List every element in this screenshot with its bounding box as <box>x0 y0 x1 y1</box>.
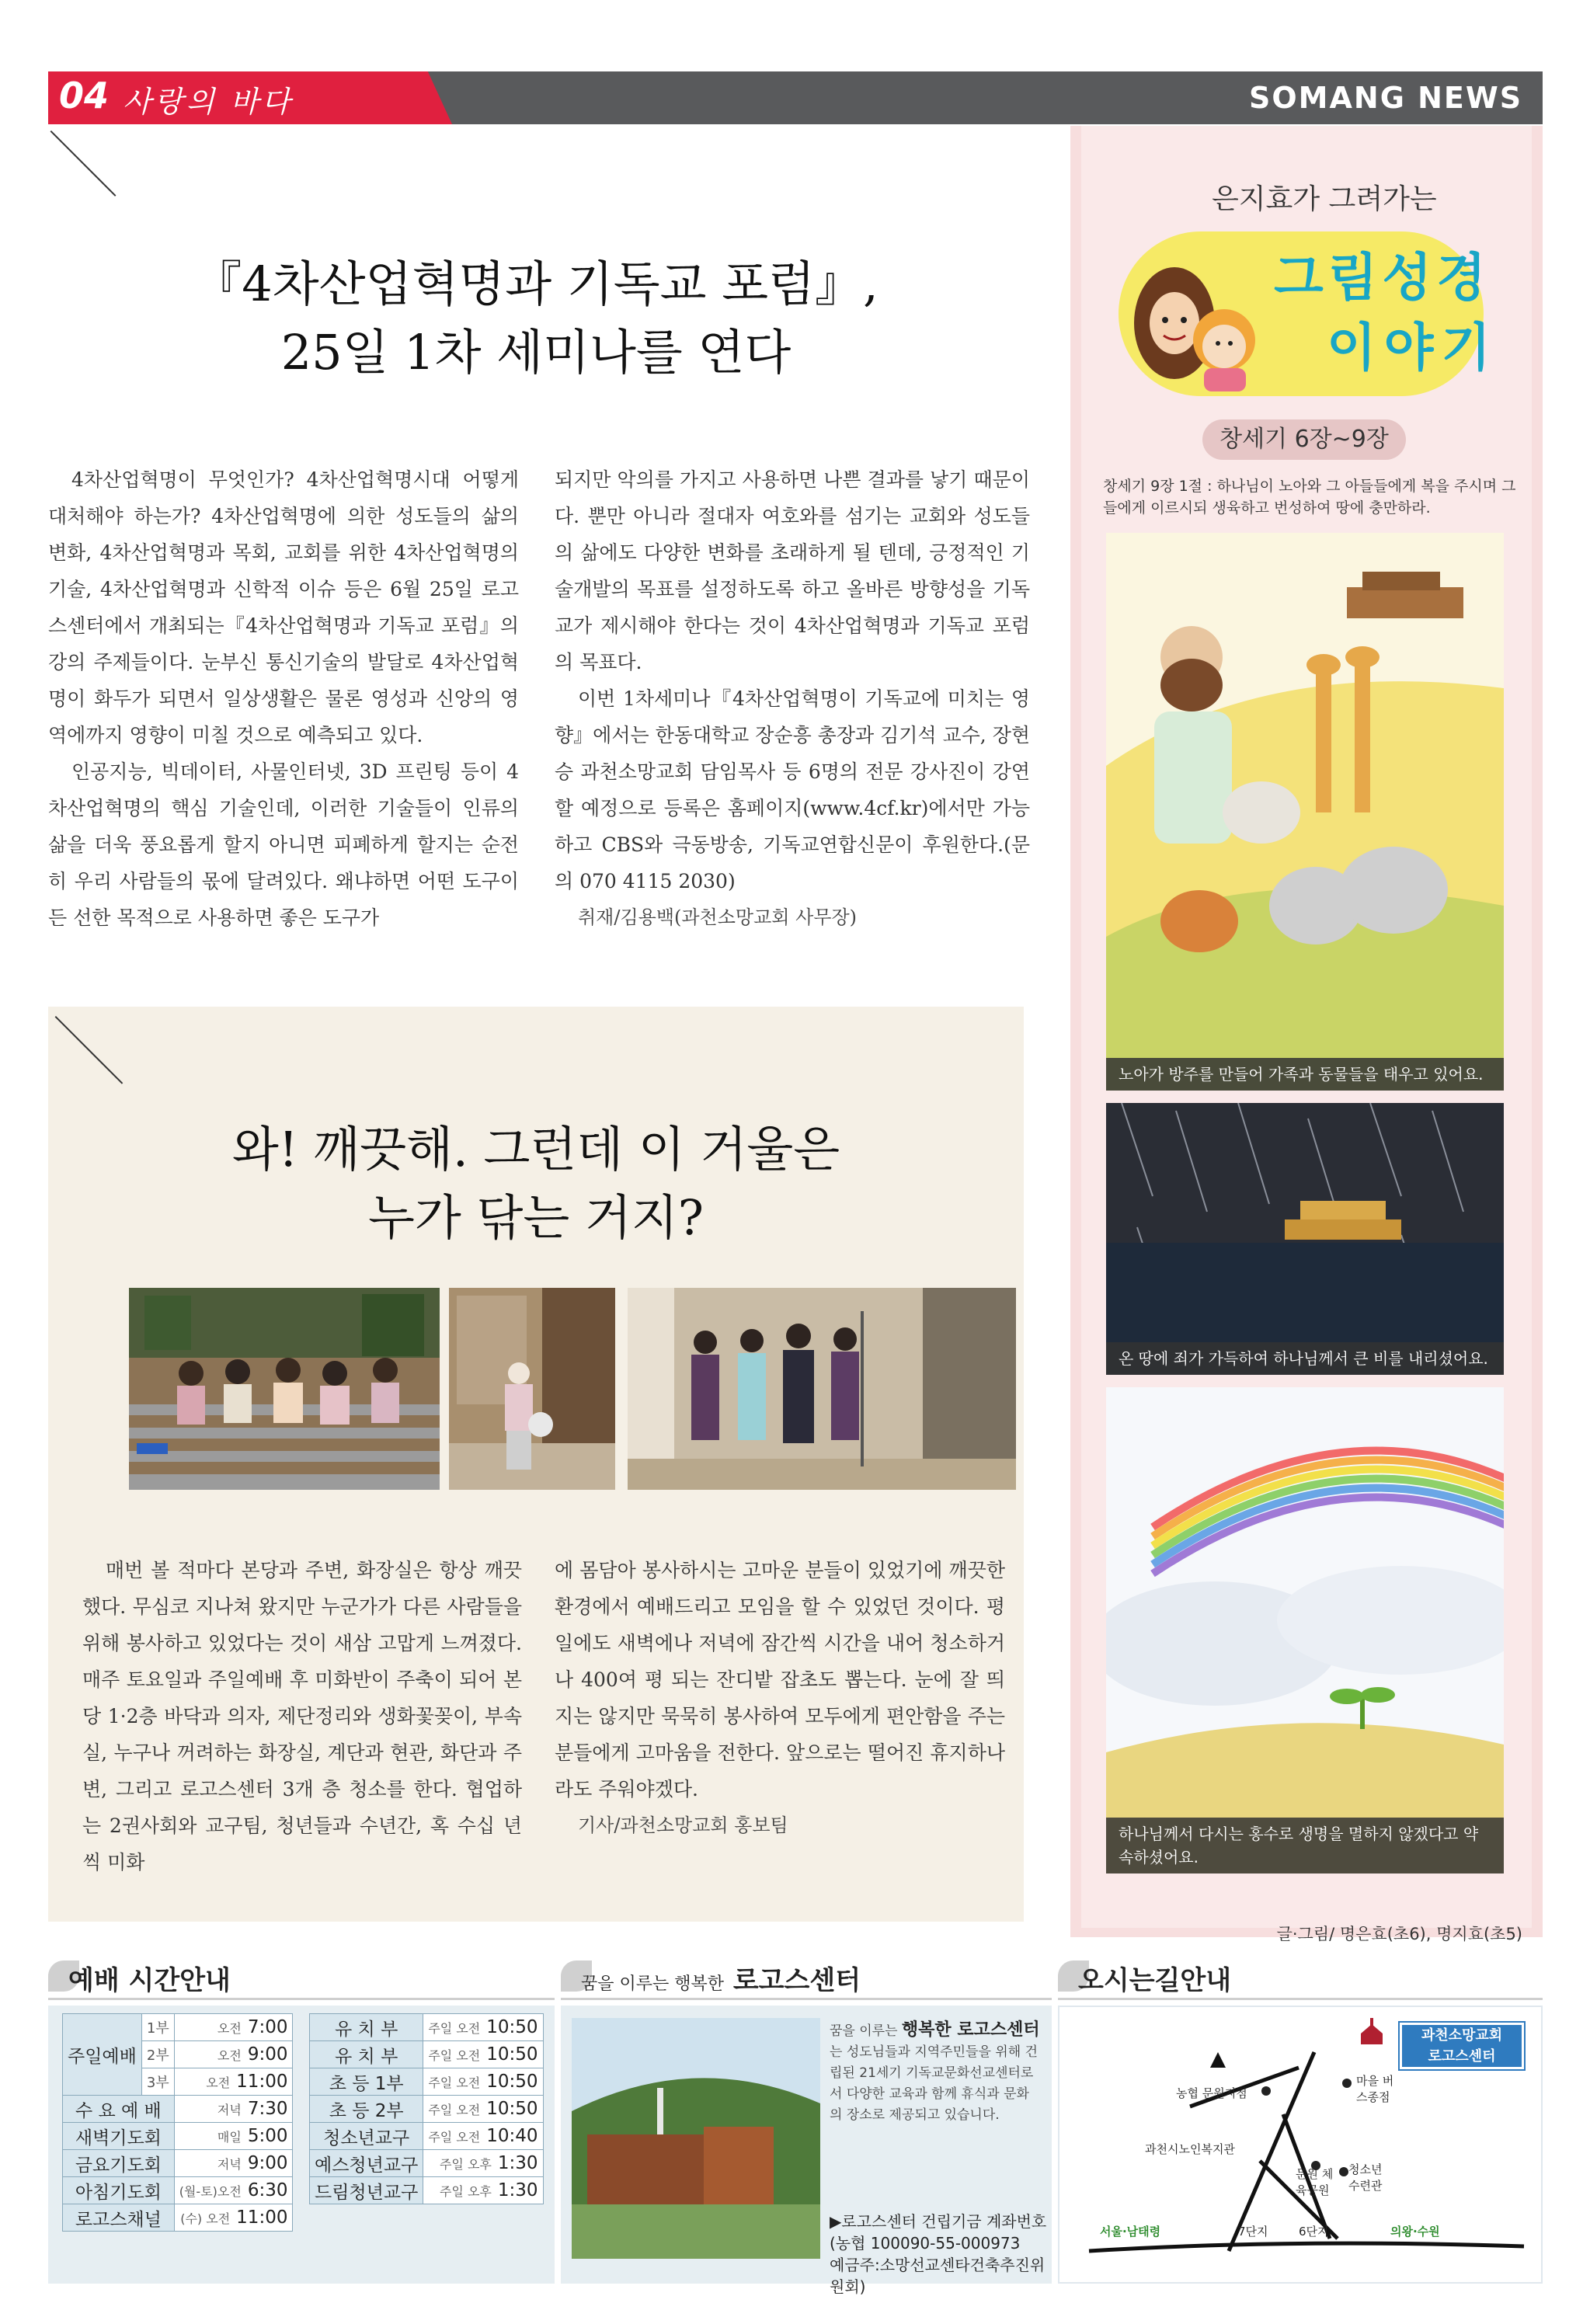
service-part: 3부 <box>141 2068 174 2096</box>
church-icon <box>1358 2018 1386 2046</box>
map-label-youth: 청소년 수련관 <box>1348 2162 1383 2193</box>
article1-column1 <box>48 461 519 936</box>
article1-byline: 취재/김용백(과천소망교회 사무장) <box>578 906 858 928</box>
service-name: 초 등 2부 <box>310 2096 423 2123</box>
article2-title-line1: 와! 깨끗해. 그런데 이 거울은 <box>231 1121 840 1178</box>
time-value: 10:50 <box>486 2044 538 2065</box>
logos-heading <box>581 1959 861 1997</box>
article1-column2 <box>555 461 1030 936</box>
divider <box>561 1998 1052 2000</box>
illustration-caption: 노아가 방주를 만들어 가족과 동물들을 태우고 있어요. <box>1106 1058 1504 1091</box>
article2-title <box>124 1115 948 1252</box>
volunteers-photo-stairs <box>129 1288 440 1490</box>
table-row <box>63 2014 293 2041</box>
time-value: 7:00 <box>247 2017 288 2037</box>
illustration-credit: 글·그림/ 명은효(초6), 명지효(초5) <box>1276 1925 1522 1943</box>
account-holder: 예금주:소망선교센타건축추진위원회) <box>830 2256 1046 2296</box>
decor-line <box>50 130 117 197</box>
service-name: 예스청년교구 <box>310 2150 423 2177</box>
service-time <box>174 2204 293 2232</box>
logos-intro-body: 는 성도님들과 지역주민들을 위해 건립된 21세기 기독교문화선교센터로서 다양한 교육과 함께 휴식과 문화의 장소로 제공되고 있습니다. <box>830 2044 1038 2123</box>
time-prefix: 주일 오후 <box>439 2184 492 2199</box>
map-label-sports: 문원 체육공원 <box>1296 2167 1334 2197</box>
time-value: 10:40 <box>486 2126 538 2146</box>
table-row <box>310 2150 544 2177</box>
time-prefix: 주일 오전 <box>428 2021 481 2036</box>
article1-title-line2: 25일 1차 세미나를 연다 <box>280 324 792 381</box>
time-value: 10:50 <box>486 2072 538 2092</box>
table-row <box>310 2096 544 2123</box>
service-time <box>174 2068 293 2096</box>
time-value: 6:30 <box>247 2180 288 2200</box>
time-value: 7:30 <box>247 2099 288 2119</box>
table-row <box>63 2204 293 2232</box>
table-row <box>63 2177 293 2204</box>
paragraph: 4차산업혁명이 무엇인가? 4차산업혁명시대 어떻게 대처해야 하는가? 4차산업혁명에 의한 성도들의 삶의 변화, 4차산업혁명과 목회, 교회를 위한 4차산업혁명의 기술, 4차산업혁명과 신학적 이슈 등은 6월 25일 로고스센터에서 개최되는『4차산업혁명과 기독교 포럼』의 강의 주제들이다. 눈부신 통신기술의 발달로 4차산업혁명이 화두가 되면서 일상생활은 물론 영성과 신앙의 영역에까지 영향이 미칠 것으로 예측되고 있다. <box>48 468 519 746</box>
service-name: 초 등 1부 <box>310 2068 423 2096</box>
service-name: 금요기도회 <box>63 2150 175 2177</box>
sidebar-logo-line1: 그림성경 <box>1274 248 1491 308</box>
service-time <box>423 2014 543 2041</box>
volunteer-photo-lobby <box>449 1288 615 1490</box>
time-prefix: 매일 <box>217 2130 242 2145</box>
map-label-welfare: 과천시노인복지관 <box>1145 2142 1235 2156</box>
table-row <box>310 2041 544 2068</box>
divider <box>1058 1998 1543 2000</box>
table-row <box>310 2014 544 2041</box>
directions-heading: 오시는길안내 <box>1078 1965 1232 1996</box>
service-name: 유 치 부 <box>310 2041 423 2068</box>
service-time <box>423 2096 543 2123</box>
service-name: 새벽기도회 <box>63 2123 175 2150</box>
time-prefix: (수) 오전 <box>180 2211 231 2226</box>
badge-line1: 과천소망교회 <box>1421 2027 1503 2044</box>
service-time <box>423 2041 543 2068</box>
service-time <box>174 2123 293 2150</box>
directions-section <box>1058 1957 1543 2284</box>
time-value: 10:50 <box>486 2017 538 2037</box>
service-time <box>423 2177 543 2204</box>
bible-verse: 창세기 9장 1절 : 하나님이 노아와 그 아들들에게 복을 주시며 그들에게 이르시되 생육하고 번성하여 땅에 충만하라. <box>1103 478 1516 517</box>
time-value: 1:30 <box>497 2153 538 2173</box>
time-value: 9:00 <box>247 2044 288 2065</box>
service-name: 유 치 부 <box>310 2014 423 2041</box>
time-value: 11:00 <box>236 2207 288 2228</box>
service-part: 2부 <box>141 2041 174 2068</box>
article2-byline: 기사/과천소망교회 홍보팀 <box>578 1814 788 1836</box>
chapter-badge: 창세기 6장~9장 <box>1202 419 1406 460</box>
time-prefix: 주일 오후 <box>439 2157 492 2172</box>
map-label-7danji: 7단지 <box>1238 2225 1268 2239</box>
illustration-rainbow <box>1106 1387 1504 1873</box>
article2-column1 <box>82 1552 522 1880</box>
logos-intro-prefix: 꿈을 이루는 <box>830 2023 898 2039</box>
map-label-seoul: 서울·남태령 <box>1100 2225 1161 2239</box>
table-row <box>310 2068 544 2096</box>
time-value: 1:30 <box>497 2180 538 2200</box>
table-row <box>63 2150 293 2177</box>
time-prefix: 오전 <box>206 2075 231 2090</box>
table-row <box>310 2177 544 2204</box>
map-label-uiwang: 의왕·수원 <box>1390 2225 1440 2239</box>
service-time <box>174 2041 293 2068</box>
time-prefix: 오전 <box>217 2048 242 2063</box>
paragraph: 에 몸담아 봉사하시는 고마운 분들이 있었기에 깨끗한 환경에서 예배드리고 모임을 할 수 있었던 것이다. 평일에도 새벽에나 저녁에 잠간씩 시간을 내어 청소하거나 400여 평 되는 잔디밭 잡초도 뽑는다. 눈에 잘 띄지는 않지만 묵묵히 봉사하여 모두에게 편안함을 주는 분들에게 고마움을 전한다. 앞으로는 떨어진 휴지하나라도 주워야겠다. <box>555 1559 1005 1800</box>
time-prefix: 저녁 <box>217 2157 242 2172</box>
service-time <box>174 2096 293 2123</box>
logos-center-photo <box>572 2018 820 2259</box>
service-time <box>423 2123 543 2150</box>
table-row <box>63 2096 293 2123</box>
illustration-noah-ark <box>1106 533 1504 1091</box>
logos-intro-title: 행복한 로고스센터 <box>901 2020 1040 2040</box>
article2-column2 <box>555 1552 1005 1844</box>
badge-line2: 로고스센터 <box>1428 2048 1496 2065</box>
time-value: 11:00 <box>236 2072 288 2092</box>
service-name: 로고스채널 <box>63 2204 175 2232</box>
map-marker <box>1261 2086 1271 2096</box>
map-label-6danji: 6단지 <box>1299 2225 1329 2239</box>
time-prefix: 저녁 <box>217 2103 242 2117</box>
paragraph: 매번 볼 적마다 본당과 주변, 화장실은 항상 깨끗했다. 무심코 지나쳐 왔지만 누군가가 다른 사람들을 위해 봉사하고 있었다는 것이 새삼 고맙게 느껴졌다. 매주 토요일과 주일예배 후 미화반이 주축이 되어 본당 1·2층 바닥과 의자, 제단정리와 생화꽃꽂이, 부속실, 누구나 꺼려하는 화장실, 계단과 현관, 화단과 주변, 그리고 로고스센터 3개 층 청소를 한다. 협업하는 2권사회와 교구팀, 청년들과 수년간, 혹 수십 년씩 미화 <box>82 1559 522 1873</box>
time-prefix: 주일 오전 <box>428 2103 481 2117</box>
service-time <box>174 2150 293 2177</box>
logos-heading-title: 로고스센터 <box>732 1965 861 1996</box>
table-row <box>310 2123 544 2150</box>
time-value: 10:50 <box>486 2099 538 2119</box>
logos-section <box>561 1957 1052 2296</box>
time-prefix: 오전 <box>217 2021 242 2036</box>
time-value: 9:00 <box>247 2153 288 2173</box>
service-part: 1부 <box>141 2014 174 2041</box>
logos-account <box>830 2211 1052 2298</box>
paragraph: 인공지능, 빅데이터, 사물인터넷, 3D 프린팅 등이 4차산업혁명의 핵심 기술인데, 이러한 기술들이 인류의 삶을 더욱 풍요롭게 할지 아니면 피폐하게 할지는 순전히 우리 사람들의 몫에 달려있다. 왜냐하면 어떤 도구이든 선한 목적으로 사용하면 좋은 도구가 <box>48 760 519 929</box>
worship-table-main <box>62 2013 293 2232</box>
volunteers-photo-group <box>628 1288 1016 1490</box>
sidebar-logo-line2: 이야기 <box>1327 318 1499 377</box>
paragraph: 이번 1차세미나『4차산업혁명이 기독교에 미치는 영향』에서는 한동대학교 장순흥 총장과 김기석 교수, 장현승 과천소망교회 담임목사 등 6명의 전문 강사진이 강연할 예정으로 등록은 홈페이지(www.4cf.kr)에서만 가능하고 CBS와 극동방송, 기독교연합신문이 후원한다.(문의 070 4115 2030) <box>555 687 1030 892</box>
service-time <box>174 2177 293 2204</box>
divider <box>48 1998 555 2000</box>
service-name: 드림청년교구 <box>310 2177 423 2204</box>
service-time <box>423 2150 543 2177</box>
worship-section <box>48 1957 555 2284</box>
service-name: 청소년교구 <box>310 2123 423 2150</box>
newsletter-name: SOMANG NEWS <box>1249 81 1523 115</box>
time-value: 5:00 <box>247 2126 288 2146</box>
church-map-badge <box>1400 2023 1524 2069</box>
service-name: 아침기도회 <box>63 2177 175 2204</box>
service-time <box>423 2068 543 2096</box>
article1-title-line1: 『4차산업혁명과 기독교 포럼』, <box>193 256 879 312</box>
time-prefix: 주일 오전 <box>428 2075 481 2090</box>
time-prefix: 주일 오전 <box>428 2048 481 2063</box>
logos-heading-prefix: 꿈을 이루는 행복한 <box>581 1974 725 1994</box>
section-title: 사랑의 바다 <box>123 85 294 119</box>
worship-heading: 예배 시간안내 <box>68 1965 231 1996</box>
worship-table-school <box>309 2013 544 2204</box>
account-number: (농협 100090-55-000973 <box>830 2234 1021 2253</box>
illustration-flood-rain <box>1106 1103 1504 1375</box>
article2-title-line2: 누가 닦는 거지? <box>367 1189 704 1246</box>
table-row <box>63 2123 293 2150</box>
map-label-nonghyup: 농협 문원지점 <box>1176 2086 1247 2100</box>
sidebar-logo-characters <box>1128 261 1268 393</box>
logos-description <box>830 2020 1041 2126</box>
illustration-caption: 하나님께서 다시는 홍수로 생명을 멸하지 않겠다고 약속하셨어요. <box>1106 1818 1504 1873</box>
paragraph: 되지만 악의를 가지고 사용하면 나쁜 결과를 낳기 때문이다. 뿐만 아니라 절대자 여호와를 섬기는 교회와 성도들의 삶에도 다양한 변화를 초래하게 될 텐데, 긍정적인 기술개발의 목표를 설정하도록 하고 올바른 방향성을 기독교가 제시해야 한다는 것이 4차산업혁명과 기독교 포럼의 목표다. <box>555 468 1030 673</box>
time-prefix: 주일 오전 <box>428 2130 481 2145</box>
map-marker <box>1342 2079 1352 2088</box>
illustration-caption: 온 땅에 죄가 가득하여 하나님께서 큰 비를 내리셨어요. <box>1106 1342 1504 1375</box>
article1-title <box>124 250 948 387</box>
time-prefix: (월-토)오전 <box>179 2184 242 2199</box>
page-number: 04 <box>59 75 110 117</box>
service-time <box>174 2014 293 2041</box>
service-name: 수 요 예 배 <box>63 2096 175 2123</box>
map-marker <box>1339 2167 1348 2176</box>
map-label-busstop: 마을 버스종점 <box>1356 2074 1394 2104</box>
account-label: ▶로고스센터 건립기금 계좌번호 <box>830 2212 1047 2231</box>
service-name: 주일예배 <box>63 2014 142 2096</box>
sidebar-subtitle: 은지효가 그려가는 <box>1212 183 1437 215</box>
